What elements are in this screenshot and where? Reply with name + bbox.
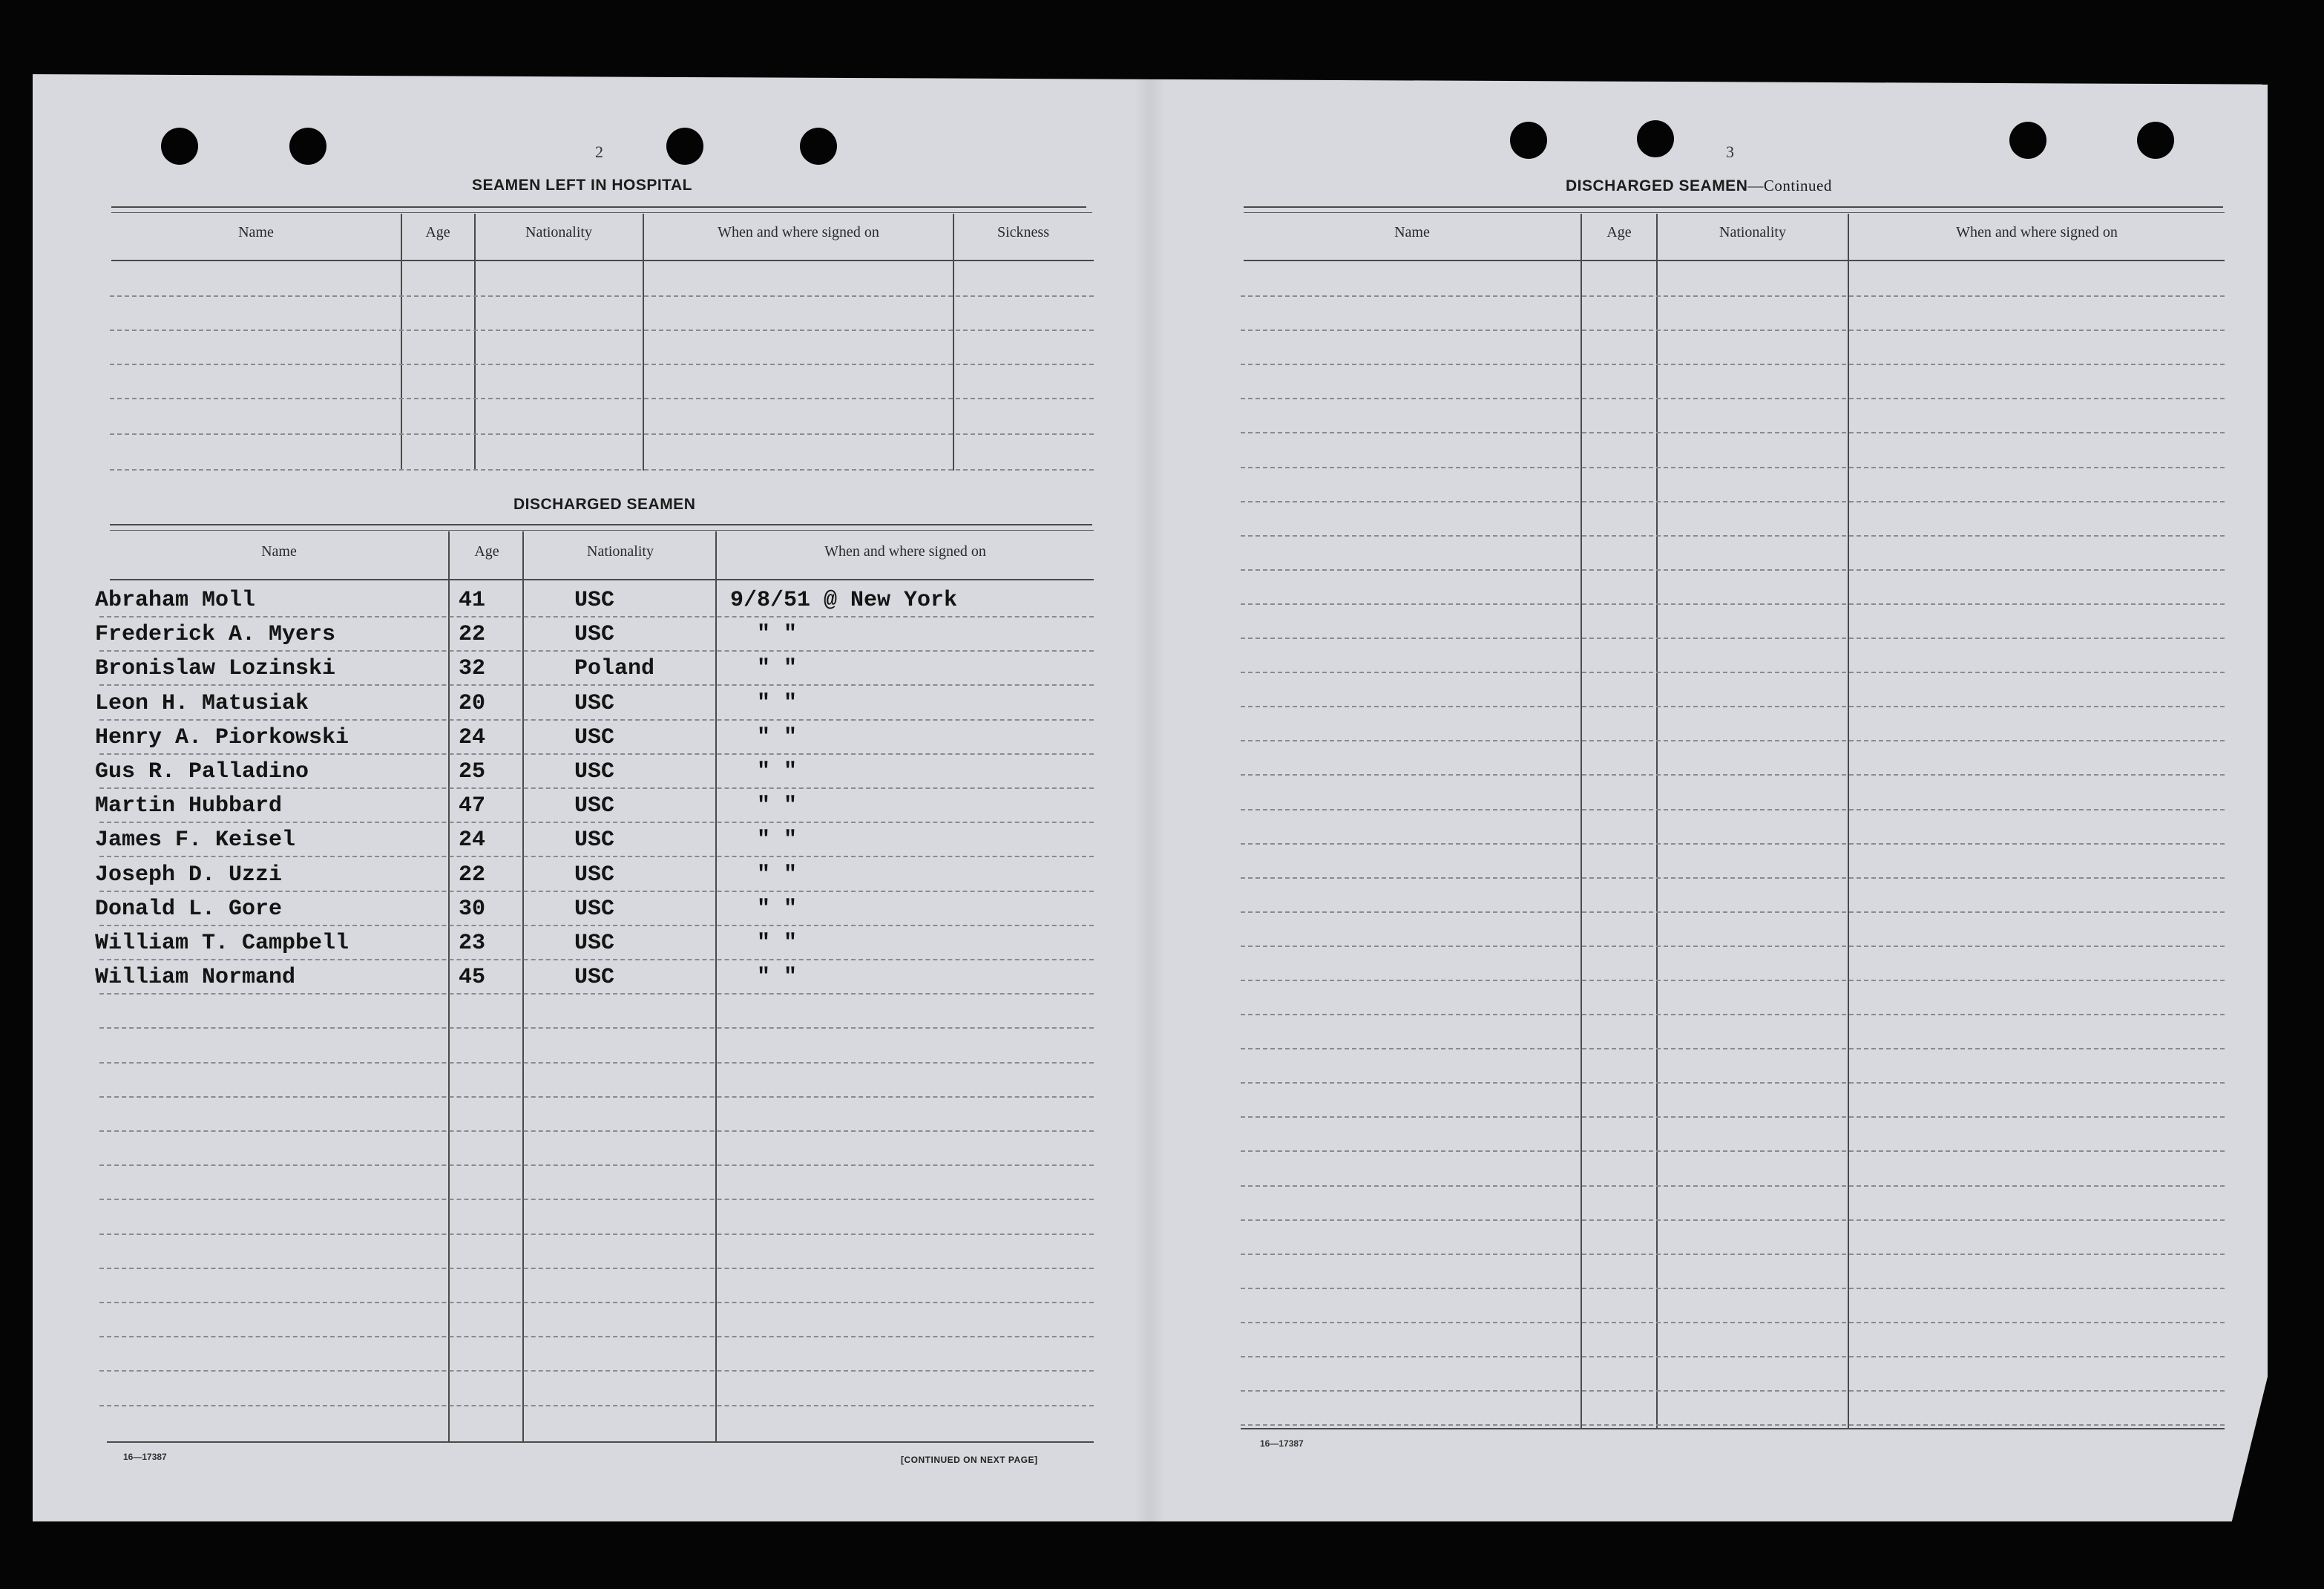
discharged-continued-title [1566, 177, 1832, 195]
page-number: 2 [595, 142, 603, 161]
row-line [99, 856, 1094, 857]
row-line [1241, 364, 2225, 365]
seaman-name: Leon H. Matusiak [95, 691, 309, 716]
right-col-divider [1656, 214, 1658, 1428]
seaman-name: William Normand [95, 965, 296, 990]
right-header-rule [1244, 260, 2225, 261]
seaman-name: Joseph D. Uzzi [95, 862, 283, 888]
hospital-row-line [110, 433, 1094, 435]
seaman-signed-on: 9/8/51 @ New York [730, 588, 958, 613]
seaman-signed-on: " " [757, 965, 798, 990]
row-line [99, 1130, 1094, 1132]
row-line [99, 1096, 1094, 1098]
row-line [99, 650, 1094, 652]
form-number: 16—17387 [123, 1452, 167, 1462]
discharged-continued-title-text: DISCHARGED SEAMEN [1566, 177, 1748, 194]
row-line [1241, 706, 2225, 707]
seaman-signed-on: " " [757, 931, 798, 956]
right-col-divider [1580, 214, 1582, 1428]
punch-hole [289, 128, 326, 165]
seaman-age: 25 [459, 759, 486, 784]
discharged-section-title: DISCHARGED SEAMEN [513, 496, 696, 513]
hospital-col-divider [401, 214, 402, 471]
punch-hole [2009, 122, 2046, 159]
row-line [99, 684, 1094, 686]
row-line [1241, 1116, 2225, 1118]
row-line [1241, 398, 2225, 399]
seaman-nationality: USC [574, 828, 615, 853]
punch-hole [800, 128, 837, 165]
row-line [99, 1302, 1094, 1303]
row-line [1241, 1356, 2225, 1357]
seaman-signed-on: " " [757, 862, 798, 888]
seaman-age: 32 [459, 656, 486, 681]
seaman-name: Henry A. Piorkowski [95, 725, 349, 750]
seaman-name: Gus R. Palladino [95, 759, 309, 784]
row-line [1241, 672, 2225, 673]
punch-hole [2137, 122, 2174, 159]
row-line [99, 616, 1094, 617]
page-number: 3 [1726, 142, 1734, 161]
row-line [99, 1268, 1094, 1269]
seaman-signed-on: " " [757, 725, 798, 750]
right-header-name: Name [1394, 224, 1430, 240]
page-fold [1135, 74, 1165, 1521]
hospital-col-divider [643, 214, 644, 471]
hospital-table-top-rule-2 [111, 212, 1092, 213]
row-line [1241, 1322, 2225, 1323]
discharged-header-rule [110, 579, 1094, 580]
row-line [1241, 843, 2225, 845]
hospital-table-top-rule [111, 206, 1086, 208]
row-line [1241, 1219, 2225, 1221]
discharged-col-divider [715, 531, 717, 1441]
hospital-row-line [110, 364, 1094, 365]
hospital-header-rule [111, 260, 1094, 261]
row-line [99, 891, 1094, 892]
right-table-top-rule [1244, 206, 2223, 208]
right-header-nationality: Nationality [1719, 224, 1786, 240]
discharged-table-top-rule-2 [110, 530, 1094, 531]
hospital-row-line [110, 295, 1094, 297]
hospital-section-title: SEAMEN LEFT IN HOSPITAL [472, 177, 692, 194]
row-line [1241, 1424, 2225, 1426]
row-line [99, 1062, 1094, 1064]
seaman-age: 23 [459, 931, 486, 956]
hospital-row-line [110, 398, 1094, 399]
row-line [99, 1027, 1094, 1029]
hospital-header-name: Name [238, 224, 274, 240]
row-line [99, 1370, 1094, 1372]
seaman-signed-on: " " [757, 622, 798, 647]
seaman-age: 30 [459, 897, 486, 922]
seaman-nationality: USC [574, 691, 615, 716]
seaman-signed-on: " " [757, 897, 798, 922]
row-line [99, 993, 1094, 995]
row-line [1241, 535, 2225, 537]
seaman-signed-on: " " [757, 793, 798, 819]
row-line [99, 959, 1094, 960]
row-line [1241, 638, 2225, 639]
discharged-col-divider [522, 531, 524, 1441]
seaman-nationality: USC [574, 793, 615, 819]
discharged-col-divider [448, 531, 450, 1441]
seaman-name: Frederick A. Myers [95, 622, 336, 647]
seaman-signed-on: " " [757, 759, 798, 784]
left-bottom-rule [107, 1441, 1094, 1443]
punch-hole [1510, 122, 1547, 159]
seaman-age: 20 [459, 691, 486, 716]
discharged-table-top-rule [110, 524, 1092, 525]
hospital-col-divider [953, 214, 954, 471]
hospital-header-nationality: Nationality [525, 224, 592, 240]
seaman-nationality: USC [574, 931, 615, 956]
seaman-nationality: USC [574, 725, 615, 750]
discharged-header-age: Age [474, 543, 499, 560]
row-line [99, 1164, 1094, 1166]
row-line [1241, 740, 2225, 741]
row-line [1241, 467, 2225, 468]
continued-note: [CONTINUED ON NEXT PAGE] [901, 1455, 1038, 1465]
row-line [99, 753, 1094, 755]
row-line [1241, 603, 2225, 605]
discharged-header-name: Name [261, 543, 297, 560]
row-line [1241, 980, 2225, 981]
seaman-age: 47 [459, 793, 486, 819]
row-line [1241, 1254, 2225, 1255]
row-line [1241, 569, 2225, 571]
row-line [1241, 809, 2225, 810]
seaman-signed-on: " " [757, 691, 798, 716]
discharged-header-nationality: Nationality [587, 543, 654, 560]
right-col-divider [1848, 214, 1849, 1428]
right-header-age: Age [1606, 224, 1632, 240]
row-line [1241, 1185, 2225, 1187]
seaman-age: 24 [459, 828, 486, 853]
row-line [99, 925, 1094, 926]
row-line [1241, 911, 2225, 913]
row-line [99, 1336, 1094, 1337]
seaman-age: 45 [459, 965, 486, 990]
row-line [1241, 1048, 2225, 1049]
hospital-row-line [110, 330, 1094, 331]
right-header-signed-on: When and where signed on [1956, 224, 2118, 240]
seaman-age: 22 [459, 862, 486, 888]
continued-suffix: —Continued [1747, 177, 1832, 194]
seaman-nationality: USC [574, 622, 615, 647]
seaman-nationality: USC [574, 588, 615, 613]
row-line [1241, 1014, 2225, 1015]
seaman-nationality: USC [574, 759, 615, 784]
seaman-age: 22 [459, 622, 486, 647]
row-line [99, 787, 1094, 789]
seaman-nationality: USC [574, 965, 615, 990]
seaman-signed-on: " " [757, 656, 798, 681]
row-line [99, 719, 1094, 721]
seaman-name: Donald L. Gore [95, 897, 283, 922]
punch-hole [161, 128, 198, 165]
row-line [99, 1405, 1094, 1406]
seaman-nationality: USC [574, 862, 615, 888]
row-line [1241, 432, 2225, 433]
row-line [99, 1199, 1094, 1200]
hospital-header-sickness: Sickness [997, 224, 1049, 240]
row-line [1241, 946, 2225, 947]
punch-hole [666, 128, 703, 165]
row-line [1241, 295, 2225, 297]
seaman-name: William T. Campbell [95, 931, 349, 956]
seaman-name: James F. Keisel [95, 828, 296, 853]
seaman-signed-on: " " [757, 828, 798, 853]
seaman-nationality: Poland [574, 656, 655, 681]
seaman-name: Abraham Moll [95, 588, 256, 613]
right-table-top-rule-2 [1244, 212, 2225, 213]
row-line [99, 822, 1094, 823]
row-line [1241, 774, 2225, 776]
row-line [1241, 877, 2225, 879]
seaman-name: Bronislaw Lozinski [95, 656, 336, 681]
hospital-header-age: Age [425, 224, 450, 240]
seaman-nationality: USC [574, 897, 615, 922]
row-line [1241, 501, 2225, 502]
row-line [1241, 330, 2225, 331]
seaman-age: 41 [459, 588, 486, 613]
right-bottom-rule [1241, 1428, 2225, 1429]
discharged-header-signed-on: When and where signed on [824, 543, 986, 560]
row-line [1241, 1150, 2225, 1152]
row-line [1241, 1288, 2225, 1289]
row-line [1241, 1082, 2225, 1084]
hospital-row-line [110, 469, 1094, 471]
seaman-age: 24 [459, 725, 486, 750]
row-line [99, 1233, 1094, 1235]
seaman-name: Martin Hubbard [95, 793, 283, 819]
punch-hole [1637, 120, 1674, 157]
hospital-header-signed-on: When and where signed on [718, 224, 879, 240]
form-number: 16—17387 [1260, 1438, 1304, 1449]
row-line [1241, 1390, 2225, 1392]
hospital-col-divider [474, 214, 476, 471]
